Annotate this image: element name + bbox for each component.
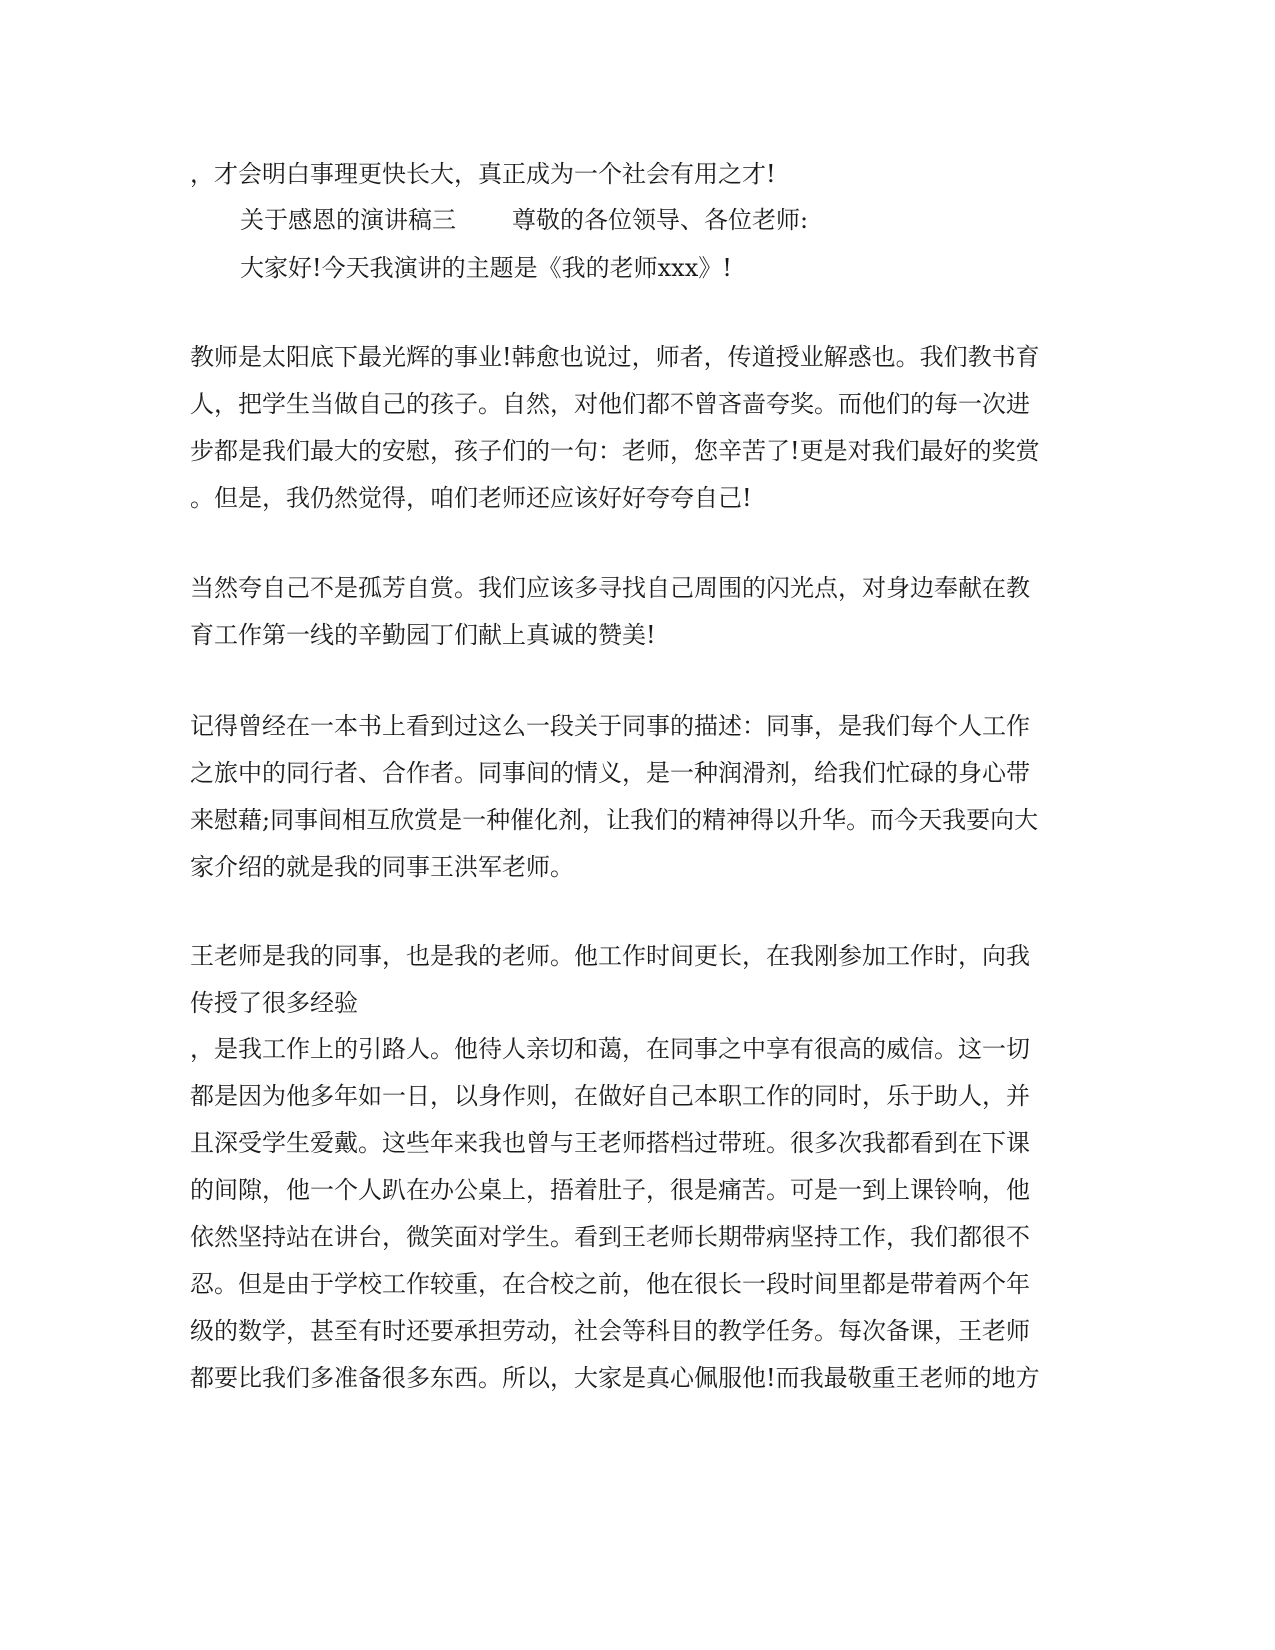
text-line: 都是因为他多年如一日，以身作则，在做好自己本职工作的同时，乐于助人，并 (190, 1082, 1030, 1110)
text-line: ，才会明白事理更快长大，真正成为一个社会有用之才! (190, 160, 776, 188)
text-line: 之旅中的同行者、合作者。同事间的情义，是一种润滑剂，给我们忙碌的身心带 (190, 759, 1030, 787)
text-line: 记得曾经在一本书上看到过这么一段关于同事的描述：同事，是我们每个人工作 (190, 712, 1030, 740)
text-line: 且深受学生爱戴。这些年来我也曾与王老师搭档过带班。很多次我都看到在下课 (190, 1129, 1030, 1157)
text-line: 大家好!今天我演讲的主题是《我的老师xxx》! (240, 254, 732, 282)
text-line: 尊敬的各位领导、各位老师: (512, 206, 809, 234)
text-line: 人，把学生当做自己的孩子。自然，对他们都不曾吝啬夸奖。而他们的每一次进 (190, 390, 1030, 418)
text-line: 来慰藉;同事间相互欣赏是一种催化剂，让我们的精神得以升华。而今天我要向大 (190, 806, 1039, 834)
text-line: 依然坚持站在讲台，微笑面对学生。看到王老师长期带病坚持工作，我们都很不 (190, 1223, 1030, 1251)
text-line: 的间隙，他一个人趴在办公桌上，捂着肚子，很是痛苦。可是一到上课铃响，他 (190, 1176, 1030, 1204)
text-line: 家介绍的就是我的同事王洪军老师。 (190, 853, 574, 881)
text-line: ，是我工作上的引路人。他待人亲切和蔼，在同事之中享有很高的威信。这一切 (190, 1035, 1030, 1063)
text-line: 忍。但是由于学校工作较重，在合校之前，他在很长一段时间里都是带着两个年 (190, 1270, 1030, 1298)
text-line: 都要比我们多准备很多东西。所以，大家是真心佩服他!而我最敬重王老师的地方 (190, 1364, 1040, 1392)
text-line: 教师是太阳底下最光辉的事业!韩愈也说过，师者，传道授业解惑也。我们教书育 (190, 343, 1040, 371)
text-line: 育工作第一线的辛勤园丁们献上真诚的赞美! (190, 621, 656, 649)
text-line: 关于感恩的演讲稿三 (240, 206, 456, 234)
text-line: 步都是我们最大的安慰，孩子们的一句：老师，您辛苦了!更是对我们最好的奖赏 (190, 437, 1040, 465)
text-line: 当然夸自己不是孤芳自赏。我们应该多寻找自己周围的闪光点，对身边奉献在教 (190, 574, 1030, 602)
text-line: 级的数学，甚至有时还要承担劳动，社会等科目的教学任务。每次备课，王老师 (190, 1317, 1030, 1345)
text-line: 传授了很多经验 (190, 989, 358, 1017)
text-line: 。但是，我仍然觉得，咱们老师还应该好好夸夸自己! (190, 484, 752, 512)
text-line: 王老师是我的同事，也是我的老师。他工作时间更长，在我刚参加工作时，向我 (190, 942, 1030, 970)
